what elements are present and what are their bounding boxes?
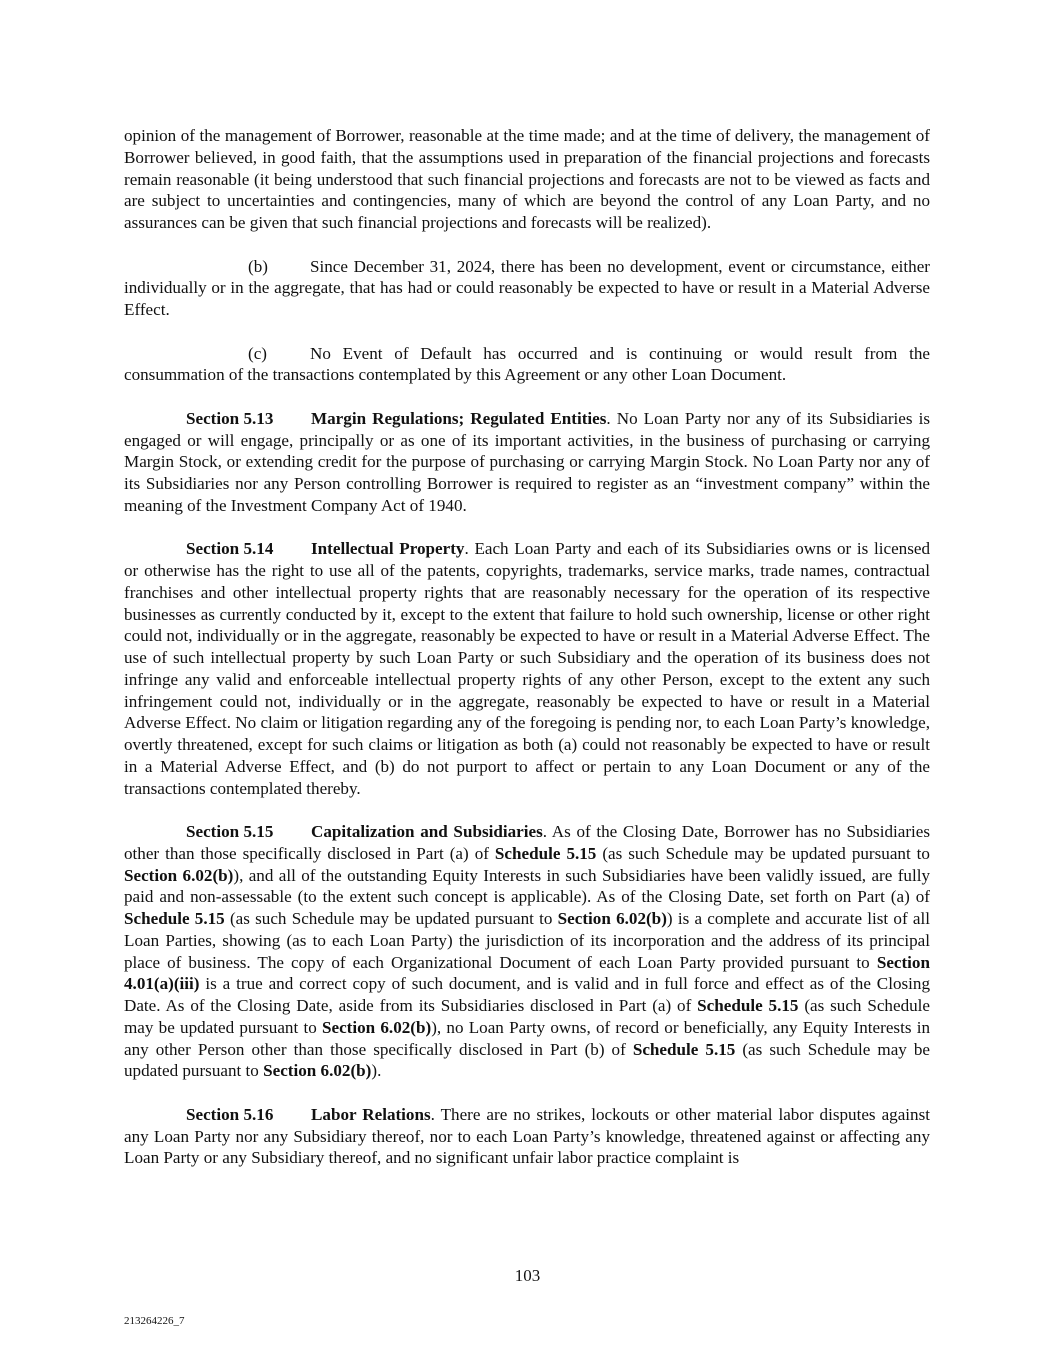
section-text: (as such Schedule may be updated pursuant to [596, 843, 930, 863]
section-text: ), no Loan Party owns, of record or beneficially, any Equity Interests in any other Person other than those specifically disclosed in Part (b) of [124, 1017, 930, 1059]
paragraph-gap [124, 517, 930, 539]
paragraph-gap [124, 321, 930, 343]
paragraph-gap [124, 799, 930, 821]
page-number: 103 [514, 1266, 541, 1285]
document-body [124, 125, 930, 1169]
schedule-reference: Schedule 5.15 [632, 1039, 736, 1059]
paragraph-gap [124, 234, 930, 256]
subsection-label: (c) [248, 343, 267, 363]
paragraph-continuation [124, 125, 930, 234]
paragraph-gap [124, 1082, 930, 1104]
section-number: Section 5.13 [186, 408, 274, 428]
section-5-16 [124, 1104, 930, 1169]
schedule-reference: Schedule 5.15 [697, 996, 799, 1015]
section-number: Section 5.16 [186, 1104, 274, 1124]
schedule-reference: Schedule 5.15 [494, 843, 597, 863]
section-title: Margin Regulations; Regulated Entities [311, 408, 607, 428]
section-text: ). [371, 1061, 382, 1081]
section-5-15 [124, 821, 930, 1082]
section-text: . As of the Closing Date, Borrower has no Subsidiaries other than those specifically disclosed in Part (a) of [124, 822, 931, 863]
section-text: . There are no strikes, lockouts or other material labor disputes against any Loan Party nor any Subsidiary thereof, nor to each Loan Party’s knowledge, threatened against or affecting any Loan Party or any Subsidiary thereof, and no significant unfair labor practice complaint is [124, 1104, 930, 1168]
section-text: (as such Schedule may be updated pursuant to [124, 1039, 931, 1081]
section-text: is a true and correct copy of such document, and is valid and in full force and effect as of the Closing Date. As of the Closing Date, aside from its Subsidiaries disclosed in Part (a) of [124, 974, 930, 1015]
paragraph-text: opinion of the management of Borrower, reasonable at the time made; and at the time of delivery, the management of Borrower believed, in good faith, that the assumptions used in preparation of the financial projections and forecasts remain reasonable (it being understood that such financial projections and forecasts are not to be viewed as facts and are subject to uncertainties and contingencies, many of which are beyond the control of any Loan Party, and no assurances can be given that such financial projections and forecasts will be realized). [124, 126, 930, 232]
section-text: (as such Schedule may be updated pursuant to [124, 996, 931, 1037]
section-title: Capitalization and Subsidiaries [311, 822, 543, 841]
subsection-b [124, 256, 930, 321]
document-id: 213264226_7 [124, 1315, 185, 1327]
section-reference: Section 4.01(a)(iii) [124, 952, 930, 994]
section-title: Intellectual Property [311, 539, 465, 559]
section-text: . Each Loan Party and each of its Subsidiaries owns or is licensed or otherwise has the right to use all of the patents, copyrights, trademarks, service marks, trade names, contractual franchises and other intellectual property rights that are reasonably necessary for the operation of its respective businesses as currently conducted by it, except to the extent that failure to hold such ownership, license or other right could not, individually or in the aggregate, reasonably be expected to have or result in a Material Adverse Effect. The use of such intellectual property by such Loan Party or such Subsidiary and the operation of its business does not infringe any valid and enforceable intellectual property rights of any other Person, except to the extent any such infringement could not, individually or in the aggregate, reasonably be expected to have or result in a Material Adverse Effect. No claim or litigation regarding any of the foregoing is pending nor, to each Loan Party’s knowledge, overtly threatened, except for such claims or litigation as both (a) could not reasonably be expected to have or result in a Material Adverse Effect, and (b) do not purport to affect or pertain to any Loan Document or any of the transactions contemplated thereby. [124, 539, 930, 798]
section-5-14 [124, 538, 930, 799]
section-number: Section 5.15 [186, 822, 274, 841]
subsection-c [124, 343, 930, 387]
section-text: ), and all of the outstanding Equity Interests in such Subsidiaries have been validly issued, are fully paid and non-assessable (to the extent such concept is applicable). As of the Closing Date, set forth on Part (a) of [124, 865, 930, 907]
section-title: Labor Relations [311, 1104, 431, 1124]
schedule-reference: Schedule 5.15 [124, 909, 225, 928]
paragraph-gap [124, 386, 930, 408]
subsection-label: (b) [248, 256, 268, 276]
section-5-13 [124, 408, 930, 517]
section-number: Section 5.14 [186, 539, 274, 559]
section-reference: Section 6.02(b) [557, 909, 667, 928]
section-reference: Section 6.02(b) [263, 1061, 372, 1081]
section-text: (as such Schedule may be updated pursuant to [224, 909, 558, 928]
section-reference: Section 6.02(b) [321, 1017, 432, 1037]
section-reference: Section 6.02(b) [124, 865, 234, 885]
section-text: ) is a complete and accurate list of all Loan Parties, showing (as to each Loan Party) the jurisdiction of its incorporation and the address of its principal place of business. The copy of each Organizational Document of each Loan Party provided pursuant to [124, 909, 930, 972]
section-text: . No Loan Party nor any of its Subsidiaries is engaged or will engage, principally or as one of its important activities, in the business of purchasing or carrying Margin Stock, or extending credit for the purpose of purchasing or carrying Margin Stock. No Loan Party nor any of its Subsidiaries nor any Person controlling Borrower is required to register as an “investment company” within the meaning of the Investment Company Act of 1940. [124, 408, 930, 515]
subsection-text: No Event of Default has occurred and is continuing or would result from the consummation of the transactions contemplated by this Agreement or any other Loan Document. [124, 343, 930, 385]
subsection-text: Since December 31, 2024, there has been no development, event or circumstance, either individually or in the aggregate, that has had or could reasonably be expected to have or result in a Material Adverse Effect. [124, 256, 930, 319]
